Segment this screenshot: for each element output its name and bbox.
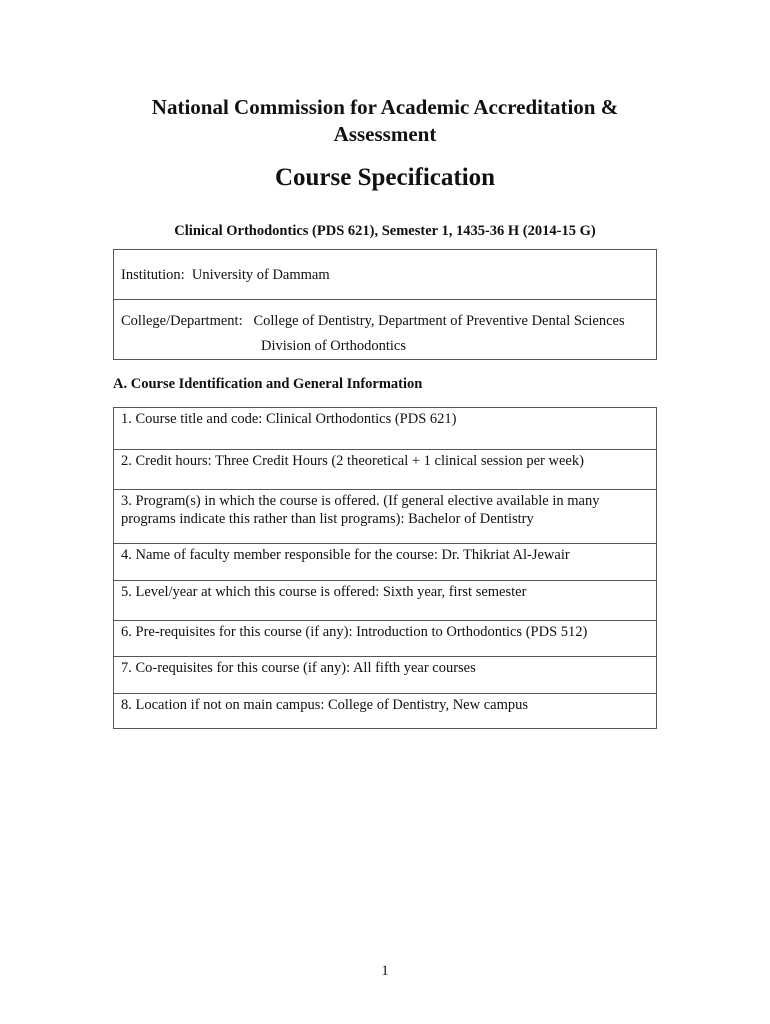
institution-value: University of Dammam	[191, 267, 330, 283]
section-a-heading: A. Course Identification and General Information	[113, 376, 423, 392]
item-programs-line1: 3. Program(s) in which the course is offered. (If general elective available in many	[121, 493, 600, 509]
item-course-title: 1. Course title and code: Clinical Orthodontics (PDS 621)	[121, 411, 457, 427]
institution-label: Institution:	[121, 267, 185, 283]
item-corequisites: 7. Co-requisites for this course (if any): All fifth year courses	[121, 660, 476, 676]
organization-title-line1: National Commission for Academic Accreditation &	[151, 95, 619, 119]
table-row	[114, 693, 656, 728]
document-title: Course Specification	[274, 164, 496, 191]
course-subtitle: Clinical Orthodontics (PDS 621), Semester 1, 1435-36 H (2014-15 G)	[174, 223, 596, 239]
institution-info-table	[113, 249, 657, 360]
course-identification-table	[113, 407, 657, 729]
department-value-line2: Division of Orthodontics	[261, 338, 406, 354]
table-row	[114, 656, 656, 693]
table-row	[114, 489, 656, 543]
department-label: College/Department:	[121, 313, 243, 329]
table-row	[114, 620, 656, 656]
item-location: 8. Location if not on main campus: College of Dentistry, New campus	[121, 697, 528, 713]
department-row	[114, 299, 656, 359]
item-credit-hours: 2. Credit hours: Three Credit Hours (2 theoretical + 1 clinical session per week)	[121, 453, 584, 469]
page-number: 1	[381, 963, 389, 979]
table-row	[114, 408, 656, 449]
organization-title-line2: Assessment	[333, 122, 437, 146]
item-prerequisites: 6. Pre-requisites for this course (if any): Introduction to Orthodontics (PDS 512)	[121, 624, 588, 640]
item-programs-line2: programs indicate this rather than list programs): Bachelor of Dentistry	[121, 511, 534, 527]
item-faculty-member: 4. Name of faculty member responsible for the course: Dr. Thikriat Al-Jewair	[121, 547, 570, 563]
department-value-line1: College of Dentistry, Department of Preventive Dental Sciences	[253, 313, 625, 329]
table-row	[114, 580, 656, 620]
institution-row	[114, 250, 656, 299]
table-row	[114, 543, 656, 580]
table-row	[114, 449, 656, 489]
item-level-year: 5. Level/year at which this course is offered: Sixth year, first semester	[121, 584, 527, 600]
